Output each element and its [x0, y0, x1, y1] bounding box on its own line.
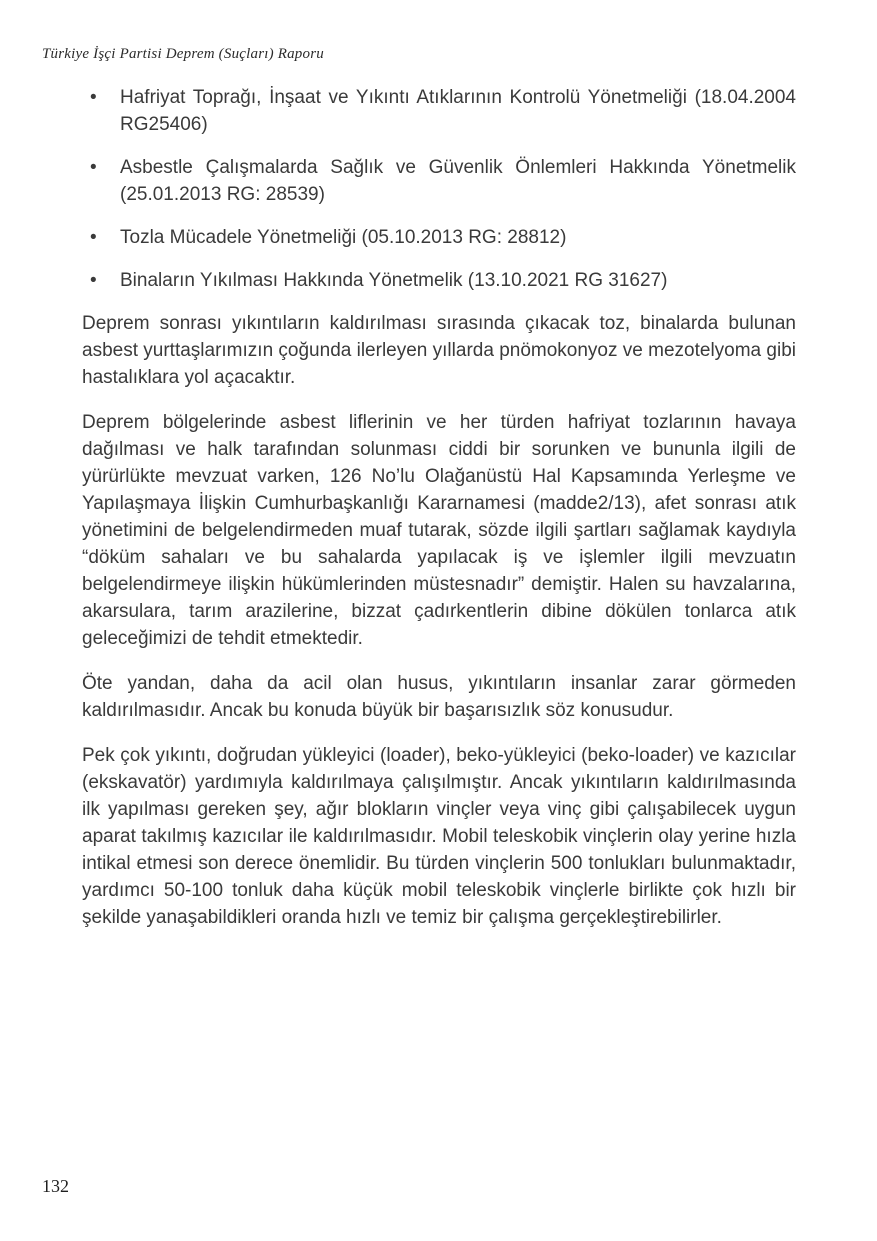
body-paragraph: Pek çok yıkıntı, doğrudan yükleyici (loader), beko-yükleyici (beko-loader) ve kazıcılar (ekskavatör) yardımıyla kaldırılmaya çalışılmıştır. Ancak yıkıntıların kaldırılmasında ilk yapılması gereken şey, ağır blokların vinçler veya vinç gibi çalışabilecek uygun aparat takılmış kazıcılar ile kaldırılmasıdır. Mobil teleskobik vinçlerin olay yerine hızla intikal etmesi son derece önemlidir. Bu türden vinçlerin 500 tonlukları bulunmaktadır, yardımcı 50-100 tonluk daha küçük mobil teleskobik vinçlerle birlikte çok hızlı bir şekilde yanaşabildikleri oranda hızlı ve temiz bir çalışma gerçekleştirebilirler.: [82, 745, 796, 928]
bullet-marker: •: [90, 157, 97, 178]
list-item: [82, 224, 796, 251]
running-header: Türkiye İşçi Partisi Deprem (Suçları) Raporu: [42, 46, 324, 62]
list-item: [82, 154, 796, 208]
page-content: [82, 84, 796, 949]
list-item: [82, 267, 796, 294]
page-number: 132: [42, 1176, 69, 1196]
list-item-text: Asbestle Çalışmalarda Sağlık ve Güvenlik Önlemleri Hakkında Yönetmelik (25.01.2013 RG: 28539): [120, 157, 796, 205]
list-item-text: Tozla Mücadele Yönetmeliği (05.10.2013 RG: 28812): [120, 227, 567, 248]
bullet-marker: •: [90, 270, 97, 291]
bullet-marker: •: [90, 87, 97, 108]
body-paragraph: Deprem sonrası yıkıntıların kaldırılması sırasında çıkacak toz, binalarda bulunan asbest yurttaşlarımızın çoğunda ilerleyen yıllarda pnömokonyoz ve mezotelyoma gibi hastalıklara yol açacaktır.: [82, 313, 796, 388]
list-item-text: Hafriyat Toprağı, İnşaat ve Yıkıntı Atıklarının Kontrolü Yönetmeliği (18.04.2004 RG25406): [120, 87, 796, 135]
body-paragraph: Deprem bölgelerinde asbest liflerinin ve her türden hafriyat tozlarının havaya dağılması ve halk tarafından solunması ciddi bir sorunken ve bununla ilgili de yürürlükte mevzuat varken, 126 No’lu Olağanüstü Hal Kapsamında Yerleşme ve Yapılaşmaya İlişkin Cumhurbaşkanlığı Kararnamesi (madde2/13), afet sonrası atık yönetimini de belgelendirmeden muaf tutarak, sözde ilgili şartları sağlamak kaydıyla “döküm sahaları ve bu sahalarda yapılacak iş ve işlemler ilgili mevzuatın belgelendirmeye ilişkin hükümlerinden müstesnadır” demiştir. Halen su havzalarına, akarsulara, tarım arazilerine, bizzat çadırkentlerin dibine dökülen tonlarca atık geleceğimizi de tehdit etmektedir.: [82, 412, 796, 649]
list-item: [82, 84, 796, 138]
bullet-list: [82, 84, 796, 294]
bullet-marker: •: [90, 227, 97, 248]
list-item-text: Binaların Yıkılması Hakkında Yönetmelik (13.10.2021 RG 31627): [120, 270, 668, 291]
body-paragraph: Öte yandan, daha da acil olan husus, yıkıntıların insanlar zarar görmeden kaldırılmasıdır. Ancak bu konuda büyük bir başarısızlık söz konusudur.: [82, 673, 796, 721]
